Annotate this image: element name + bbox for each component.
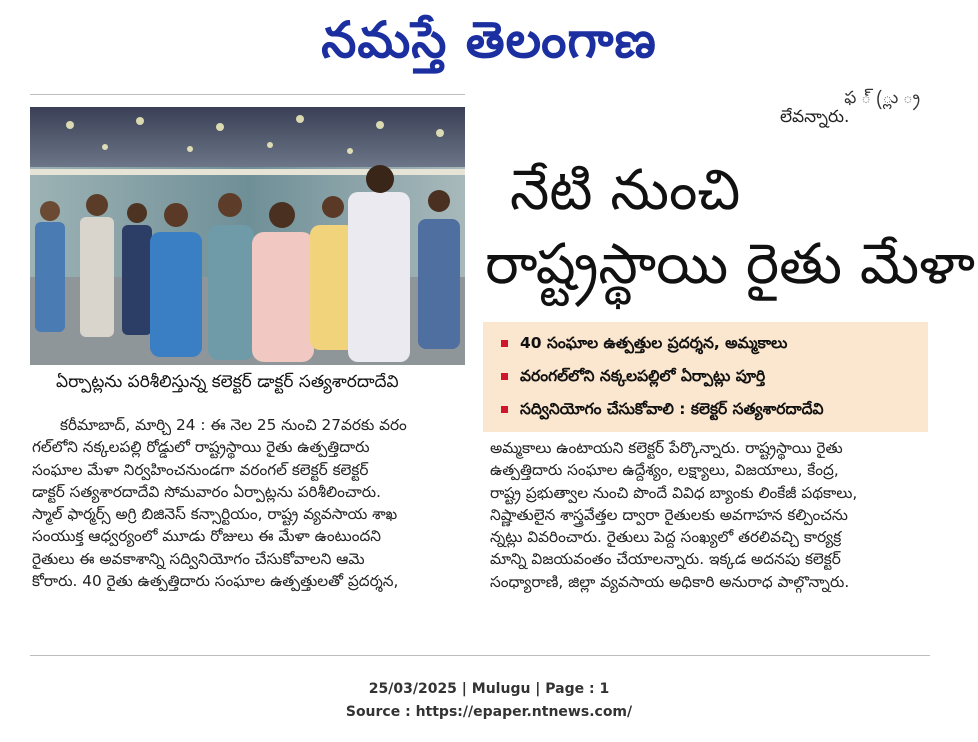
headline-line-2: రాష్ట్రస్థాయి రైతు మేళా: [485, 232, 975, 297]
photo-caption: ఏర్పాట్లను పరిశీలిస్తున్న కలెక్టర్ డాక్టర్ సత్యశారదాదేవి: [56, 372, 399, 392]
masthead-logo: నమస్తే తెలంగాణ: [321, 11, 657, 69]
article-column-1: [32, 414, 407, 592]
article-line: డాక్టర్ సత్యశారదాదేవి సోమవారం ఏర్పాట్లను పరిశీలించారు.: [32, 482, 381, 501]
bullet-square-icon: [501, 340, 508, 347]
article-line: కోరారు. 40 రైతు ఉత్పత్తిదారు సంఘాల ఉత్పత్తులతో ప్రదర్శన,: [32, 572, 399, 591]
bullet-square-icon: [501, 373, 508, 380]
article-line: సంధ్యారాణి, జిల్లా వ్యవసాయ అధికారి అనురాధ పాల్గొన్నారు.: [490, 572, 850, 591]
subheadline-item: [501, 400, 824, 422]
divider: [30, 94, 465, 95]
news-photo: [30, 107, 465, 365]
headline-line-1: నేటి నుంచి: [510, 158, 741, 223]
subheadline-text: వరంగల్‌లోని నక్కలపల్లిలో ఏర్పాట్లు పూర్తి: [520, 367, 766, 385]
article-line: రాష్ట్ర ప్రభుత్వాల నుంచి పొందే వివిధ బ్యాంకు లింకేజీ పథకాలు,: [490, 483, 858, 502]
article-line: మాన్ని విజయవంతం చేయాలన్నారు. ఇక్కడ అదనపు కలెక్టర్: [490, 550, 841, 569]
article-line: న్నట్లు వివరించారు. రైతులు పెద్ద సంఖ్యలో తరలివచ్చి కార్యక్ర: [490, 528, 842, 547]
article-line: నిష్ణాతులైన శాస్త్రవేత్తల ద్వారా రైతులకు అవగాహన కల్పించను: [490, 505, 848, 524]
subheadline-box: [483, 322, 928, 432]
article-column-2: [490, 437, 857, 593]
article-line: రైతులు ఈ అవకాశాన్ని సద్వినియోగం చేసుకోవాలని ఆమె: [32, 549, 365, 568]
article-line: అమ్మకాలు ఉంటాయని కలెక్టర్ పేర్కొన్నారు. రాష్ట్రస్థాయి రైతు: [490, 439, 843, 457]
article-line: స్మాల్ ఫార్మర్స్ అగ్రి బిజినెస్ కన్సార్టియం, రాష్ట్ర వ్యవసాయ శాఖ: [32, 505, 398, 524]
article-line: ఉత్పత్తిదారు సంఘాల ఉద్దేశ్యం, లక్ష్యాలు, విజయాలు, కేంద్ర,: [490, 461, 839, 480]
top-fragment-continued: లేవన్నారు.: [780, 107, 850, 127]
footer-source-link[interactable]: Source : https://epaper.ntnews.com/: [345, 704, 633, 720]
article-line: సంఘాల మేళా నిర్వహించనుండగా వరంగల్ కలెక్టర్ కలెక్టర్: [32, 460, 369, 479]
subheadline-text: 40 సంఘాల ఉత్పత్తుల ప్రదర్శన, అమ్మకాలు: [520, 334, 788, 352]
article-line: కరీమాబాద్, మార్చి 24 : ఈ నెల 25 నుంచి 27వరకు వరం: [60, 416, 407, 434]
article-line: గల్‌లోని నక్కలపల్లి రోడ్డులో రాష్ట్రస్థాయి రైతు ఉత్పత్తిదారు: [32, 438, 370, 457]
subheadline-item: [501, 334, 787, 356]
news-photo-illustration: [30, 107, 465, 365]
bullet-square-icon: [501, 406, 508, 413]
subheadline-text: సద్వినియోగం చేసుకోవాలి : కలెక్టర్ సత్యశారదాదేవి: [520, 400, 824, 418]
footer-divider: [30, 655, 930, 656]
footer-edition-info: 25/03/2025 | Mulugu | Page : 1: [368, 681, 610, 697]
article-line: సంయుక్త ఆధ్వర్యంలో మూడు రోజులు ఈ మేళా ఉంటుందని: [32, 527, 382, 546]
top-fragment: ఫ ్ (్లు ్ర: [844, 88, 920, 108]
subheadline-item: [501, 367, 765, 389]
